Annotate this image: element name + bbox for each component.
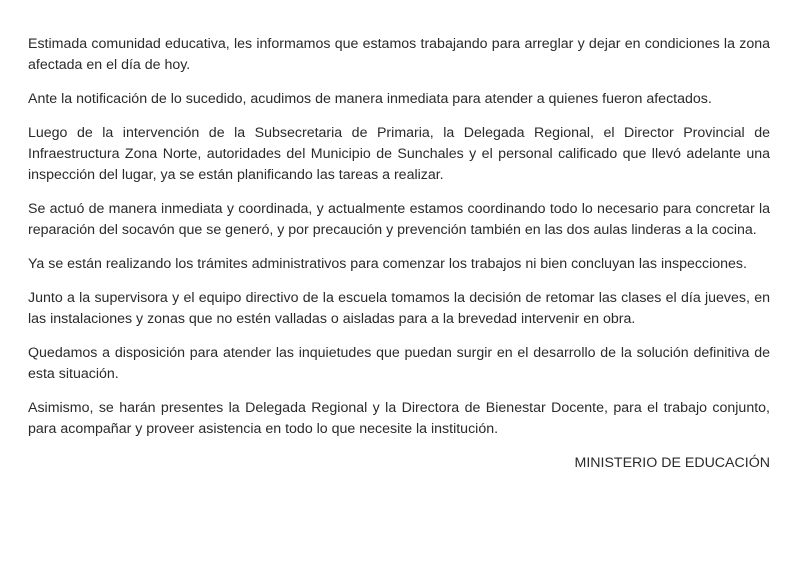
paragraph-procedures: Ya se están realizando los trámites administrativos para comenzar los trabajos ni bien concluyan las inspecciones.: [28, 256, 747, 272]
paragraph-availability: Quedamos a disposición para atender las inquietudes que puedan surgir en el desarrollo de la solución definitiva de esta situación.: [28, 345, 770, 382]
paragraph-greeting: Estimada comunidad educativa, les informamos que estamos trabajando para arreglar y dejar en condiciones la zona afectada en el día de hoy.: [28, 36, 770, 73]
paragraph-coordination: Se actuó de manera inmediata y coordinada, y actualmente estamos coordinando todo lo necesario para concretar la reparación del socavón que se generó, y por precaución y prevención también en las dos aulas linderas a la cocina.: [28, 201, 770, 238]
paragraph-support: Asimismo, se harán presentes la Delegada Regional y la Directora de Bienestar Docente, para el trabajo conjunto, para acompañar y proveer asistencia en todo lo que necesite la institución.: [28, 400, 770, 437]
paragraph-notification: Ante la notificación de lo sucedido, acudimos de manera inmediata para atender a quienes fueron afectados.: [28, 91, 712, 107]
paragraph-intervention: Luego de la intervención de la Subsecretaria de Primaria, la Delegada Regional, el Director Provincial de Infraestructura Zona Norte, autoridades del Municipio de Sunchales y el personal calificado que llevó adelante una inspección del lugar, ya se están planificando las tareas a realizar.: [28, 125, 770, 183]
signature: MINISTERIO DE EDUCACIÓN: [574, 455, 770, 471]
paragraph-classes: Junto a la supervisora y el equipo directivo de la escuela tomamos la decisión de retomar las clases el día jueves, en las instalaciones y zonas que no estén valladas o aisladas para a la brevedad intervenir en obra.: [28, 290, 770, 327]
